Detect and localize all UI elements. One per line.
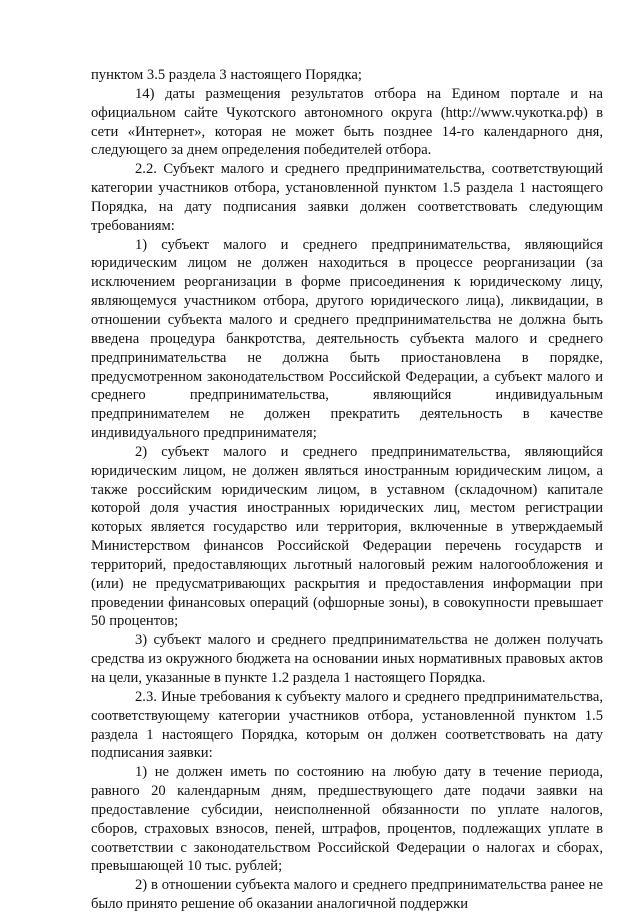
paragraph-continuation: пунктом 3.5 раздела 3 настоящего Порядка;: [91, 67, 362, 83]
paragraph-2-2-item-2: 2) субъект малого и среднего предпринимательства, являющийся юридическим лицом, не должен являться иностранным юридическим лицом, а также российским юридическим лицом, в уставном (складочном) капитале которой доля участия иностранных юридических лиц, местом регистрации которых является государство или территория, включенные в утверждаемый Министерством финансов Российской Федерации перечень государств и территорий, предоставляющих льготный налоговый режим налогообложения и (или) не предусматривающих раскрытия и предоставления информации при проведении финансовых операций (офшорные зоны), в совокупности превышает 50 процентов;: [91, 443, 603, 630]
paragraph-section-2-2: 2.2. Субъект малого и среднего предпринимательства, соответствующий категории участников отбора, установленной пунктом 1.5 раздела 1 настоящего Порядка, на дату подписания заявки должен соответствовать следующим требованиям:: [91, 161, 603, 234]
paragraph-section-2-3: 2.3. Иные требования к субъекту малого и среднего предпринимательства, соответствующему категории участников отбора, установленной пунктом 1.5 раздела 1 настоящего Порядка, которым он должен соответствовать на дату подписания заявки:: [91, 688, 603, 762]
paragraph-2-3-item-2: 2) в отношении субъекта малого и среднего предпринимательства ранее не было принято решение об оказании аналогичной поддержки: [91, 877, 603, 913]
document-page: [91, 66, 603, 914]
paragraph-item-14: 14) даты размещения результатов отбора на Едином портале и на официальном сайте Чукотского автономного округа (http://www.чукотка.рф) в сети «Интернет», которая не может быть позднее 14-го календарного дня, следующего за днем определения победителей отбора.: [91, 85, 603, 159]
paragraph-2-3-item-1: 1) не должен иметь по состоянию на любую дату в течение периода, равного 20 календарным дням, предшествующего дате подачи заявки на предоставление субсидии, неисполненной обязанности по уплате налогов, сборов, страховых взносов, пеней, штрафов, процентов, подлежащих уплате в соответствии с законодательством Российской Федерации о налогах и сборах, превышающей 10 тыс. рублей;: [91, 764, 603, 875]
paragraph-2-2-item-1: 1) субъект малого и среднего предпринимательства, являющийся юридическим лицом не должен находиться в процессе реорганизации (за исключением реорганизации в форме присоединения к юридическому лицу, являющемуся участником отбора, другого юридического лица), ликвидации, в отношении субъекта малого и среднего предпринимательства не должна быть введена процедура банкротства, деятельность субъекта малого и среднего предпринимательства не должна быть приостановлена в порядке, предусмотренном законодательством Российской Федерации, а субъект малого и среднего предпринимательства, являющийся индивидуальным предпринимателем не должен прекратить деятельность в качестве индивидуального предпринимателя;: [91, 236, 603, 442]
paragraph-2-2-item-3: 3) субъект малого и среднего предпринимательства не должен получать средства из окружного бюджета на основании иных нормативных правовых актов на цели, указанные в пункте 1.2 раздела 1 настоящего Порядка.: [91, 632, 603, 686]
